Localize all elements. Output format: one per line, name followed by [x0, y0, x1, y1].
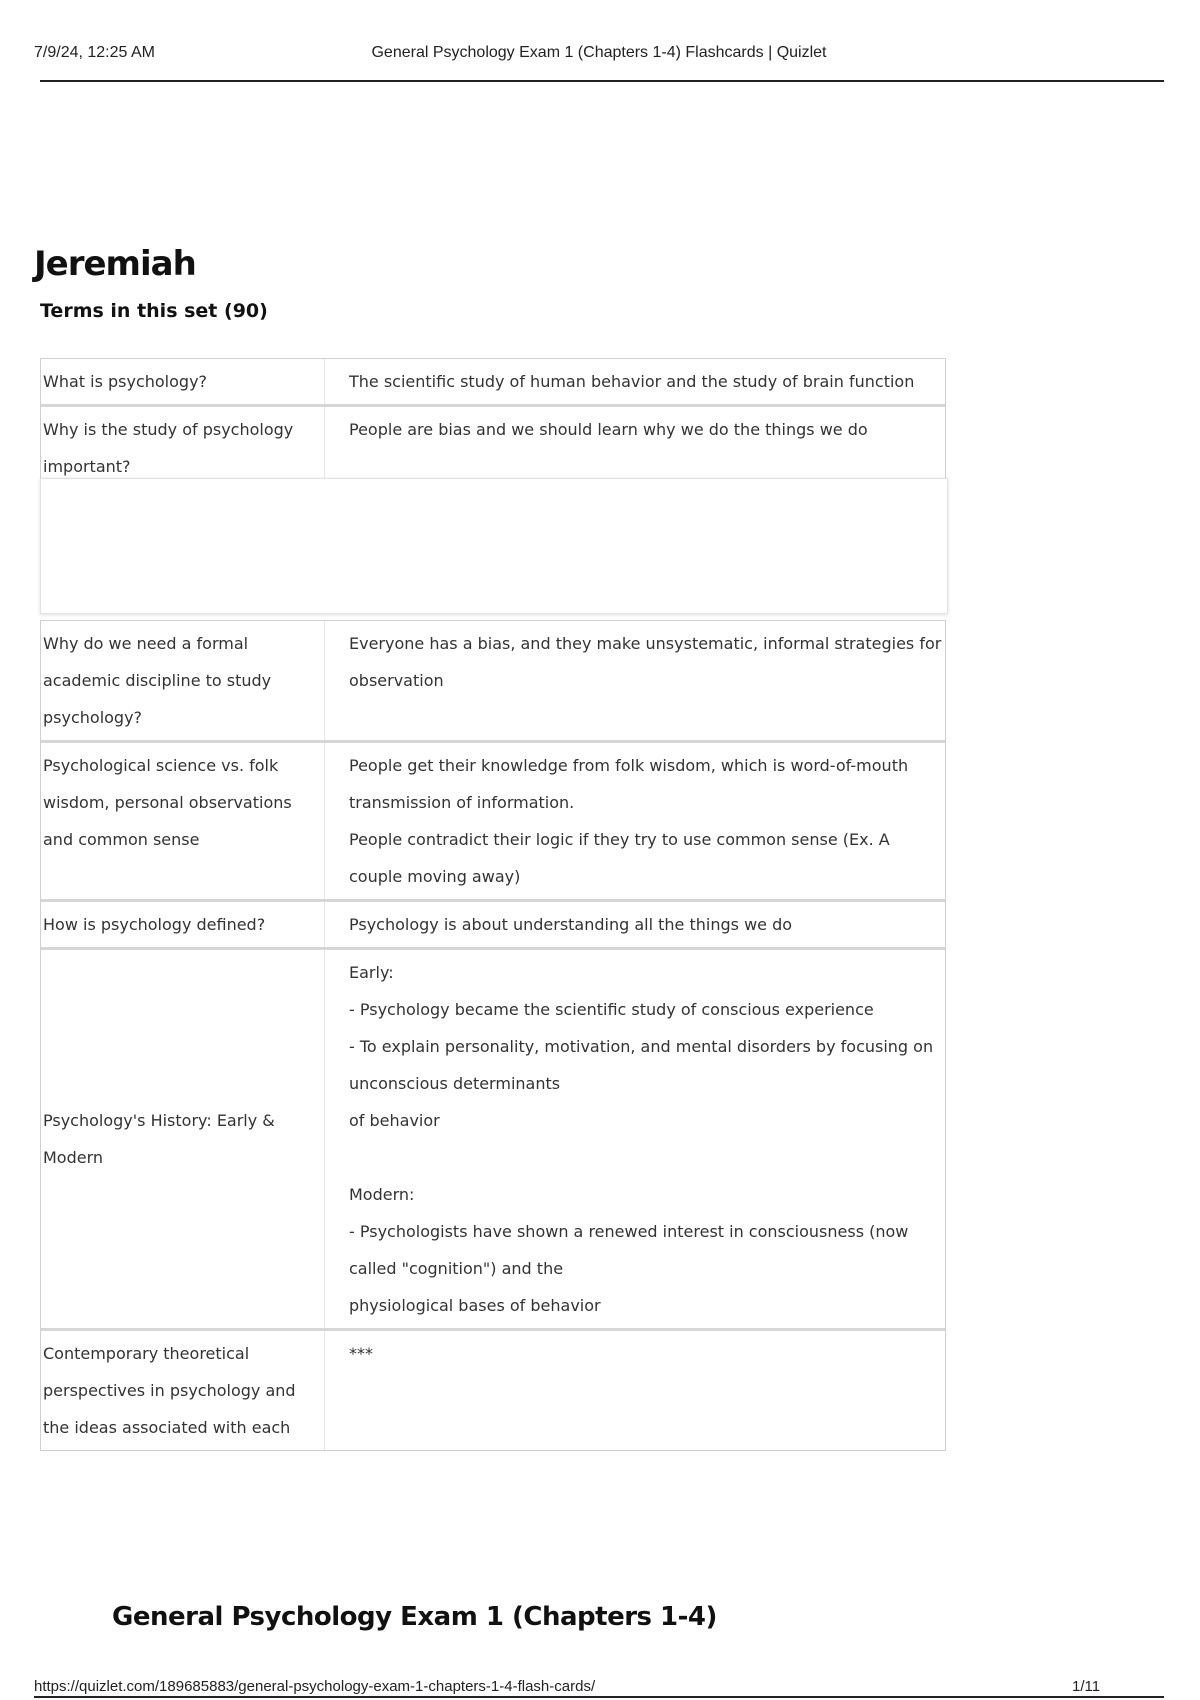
card-definition: Psychology is about understanding all the things we do	[349, 915, 793, 934]
author-name[interactable]: Jeremiah	[34, 244, 196, 284]
card-term: Why is the study of psychology important?	[41, 407, 325, 489]
set-title: General Psychology Exam 1 (Chapters 1-4)	[112, 1602, 717, 1632]
card-term: What is psychology?	[41, 359, 325, 404]
card-term: Why do we need a formal academic discipline to study psychology?	[41, 621, 325, 740]
card-definition: Early: - Psychology became the scientific study of conscious experience - To explain personality, motivation, and mental disorders by focusing on unconscious determinants of behavior Modern: - Psychologists have shown a renewed interest in consciousness (now called "cognition") and the physiological bases of behavior	[349, 963, 934, 1315]
flashcard-list-top	[40, 358, 946, 490]
flashcard-row	[41, 359, 945, 407]
header-divider	[40, 80, 1164, 82]
flashcard-list-bottom	[40, 620, 946, 1451]
terms-heading: Terms in this set (90)	[40, 300, 268, 322]
card-definition: Everyone has a bias, and they make unsystematic, informal strategies for observation	[349, 634, 942, 690]
flashcard-row	[41, 1331, 945, 1450]
flashcard-row	[41, 743, 945, 902]
card-definition: ***	[349, 1344, 373, 1363]
print-header	[34, 44, 1164, 72]
print-url: https://quizlet.com/189685883/general-psychology-exam-1-chapters-1-4-flash-cards/	[34, 1678, 596, 1695]
card-term: Psychological science vs. folk wisdom, personal observations and common sense	[41, 743, 325, 899]
print-page-number: 1/11	[1072, 1678, 1101, 1695]
flashcard-row	[41, 902, 945, 950]
print-datetime: 7/9/24, 12:25 AM	[34, 44, 155, 61]
card-definition: The scientific study of human behavior and the study of brain function	[349, 372, 915, 391]
print-page-title: General Psychology Exam 1 (Chapters 1-4) Flashcards | Quizlet	[371, 44, 827, 61]
card-definition: People are bias and we should learn why we do the things we do	[349, 420, 868, 439]
ad-placeholder	[40, 478, 948, 614]
card-term: Psychology's History: Early & Modern	[41, 950, 325, 1328]
flashcard-row	[41, 407, 945, 489]
card-definition: People get their knowledge from folk wisdom, which is word-of-mouth transmission of information. People contradict their logic if they try to use common sense (Ex. A couple moving away)	[349, 756, 909, 886]
flashcard-row	[41, 621, 945, 743]
card-term: Contemporary theoretical perspectives in psychology and the ideas associated with each	[41, 1331, 325, 1450]
flashcard-row	[41, 950, 945, 1331]
card-term: How is psychology defined?	[41, 902, 325, 947]
footer-divider	[34, 1696, 1164, 1698]
